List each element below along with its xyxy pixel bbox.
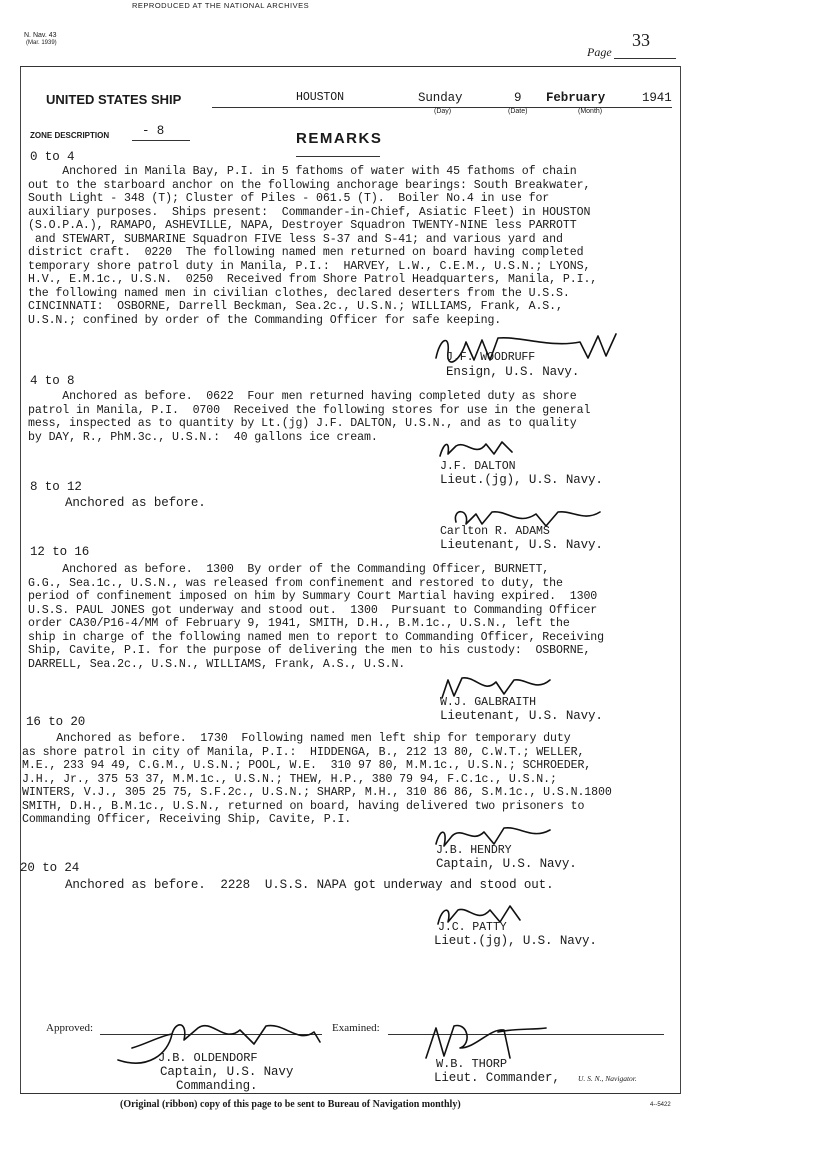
entry-line: H.V., E.M.1c., U.S.N. 0250 Received from Shore Patrol Headquarters, Manila, P.I., bbox=[28, 273, 598, 286]
year: 1941 bbox=[642, 91, 672, 105]
entry-line: U.S.S. PAUL JONES got underway and stood out. 1300 Pursuant to Commanding Officer bbox=[28, 603, 598, 617]
signature-dalton bbox=[436, 436, 526, 462]
entry-line: WINTERS, V.J., 305 25 75, S.F.2c., U.S.N.; SHARP, M.H., 310 86 86, S.M.1c., U.S.N.1800 bbox=[22, 786, 612, 799]
approved-label: Approved: bbox=[46, 1022, 94, 1034]
submission-note: (Original (ribbon) copy of this page to be sent to Bureau of Navigation monthly) bbox=[120, 1099, 461, 1110]
watch-officer-name: J.B. HENDRY bbox=[436, 844, 512, 857]
entry-line: out to the starboard anchor on the following anchorage bearings: South Breakwater, bbox=[28, 178, 591, 192]
watch-entry-text bbox=[28, 563, 604, 671]
entry-line: Anchored as before. bbox=[28, 496, 206, 510]
weekday: Sunday bbox=[418, 91, 463, 105]
watch-entry-text bbox=[28, 497, 206, 511]
examiner-role: U. S. N., Navigator. bbox=[578, 1074, 637, 1083]
entry-line: Commanding Officer, Receiving Ship, Cavite, P.I. bbox=[22, 813, 352, 826]
approver-title: Commanding. bbox=[176, 1079, 258, 1093]
watch-officer-rank: Lieutenant, U.S. Navy. bbox=[440, 538, 603, 552]
entry-line: mess, inspected as to quantity by Lt.(jg) J.F. DALTON, U.S.N., and as to quality bbox=[28, 417, 577, 430]
frame-left bbox=[20, 66, 21, 1094]
entry-line: Anchored as before. 0622 Four men returned having completed duty as shore bbox=[28, 390, 577, 403]
entry-line: ship in charge of the following named men to report to Commanding Officer, Receiving bbox=[28, 630, 605, 644]
approver-rank: Captain, U.S. Navy bbox=[160, 1065, 294, 1079]
watch-entry-text bbox=[28, 165, 597, 327]
watch-officer-rank: Ensign, U.S. Navy. bbox=[446, 365, 580, 379]
watch-officer-rank: Captain, U.S. Navy. bbox=[436, 857, 577, 871]
entry-line: J.H., Jr., 375 53 37, M.M.1c., U.S.N.; THEW, H.P., 380 79 94, F.C.1c., U.S.N.; bbox=[22, 772, 557, 786]
date: 9 bbox=[514, 91, 522, 105]
zone-underline bbox=[132, 140, 190, 141]
month-caption: (Month) bbox=[578, 108, 603, 115]
entry-line: period of confinement imposed on him by Summary Court Martial having expired. 1300 bbox=[28, 590, 598, 603]
examined-label: Examined: bbox=[332, 1022, 380, 1034]
entry-line: (S.O.P.A.), RAMAPO, ASHEVILLE, NAPA, Destroyer Squadron TWENTY-NINE less PARROTT bbox=[28, 219, 577, 232]
zone-label: ZONE DESCRIPTION bbox=[30, 131, 110, 140]
watch-officer-rank: Lieutenant, U.S. Navy. bbox=[440, 709, 603, 723]
watch-entry-text bbox=[22, 732, 612, 827]
form-number: N. Nav. 43 bbox=[24, 32, 57, 39]
watch-officer-rank: Lieut.(jg), U.S. Navy. bbox=[434, 934, 597, 948]
entry-line: Anchored as before. 1730 Following named men left ship for temporary duty bbox=[22, 732, 571, 745]
entry-line: Ship, Cavite, P.I. for the purpose of delivering the men to his custody: OSBORNE, bbox=[28, 644, 591, 657]
watch-entry-text bbox=[28, 879, 554, 893]
watch-period: 20 to 24 bbox=[20, 861, 80, 875]
ship-label: UNITED STATES SHIP bbox=[46, 92, 182, 107]
page-number: 33 bbox=[632, 30, 650, 50]
entry-line: G.G., Sea.1c., U.S.N., was released from confinement and restored to duty, the bbox=[28, 576, 563, 590]
weekday-caption: (Day) bbox=[434, 108, 452, 115]
entry-line: by DAY, R., PhM.3c., U.S.N.: 40 gallons ice cream. bbox=[28, 430, 378, 444]
entry-line: DARRELL, Sea.2c., U.S.N., WILLIAMS, Frank, A.S., U.S.N. bbox=[28, 657, 406, 671]
frame-top bbox=[20, 66, 680, 67]
entry-line: Anchored in Manila Bay, P.I. in 5 fathoms of water with 45 fathoms of chain bbox=[28, 165, 577, 178]
frame-right bbox=[680, 66, 681, 1094]
entry-line: as shore patrol in city of Manila, P.I.: HIDDENGA, B., 212 13 80, C.W.T.; WELLER, bbox=[22, 745, 585, 759]
entry-line: Anchored as before. 1300 By order of the Commanding Officer, BURNETT, bbox=[28, 563, 550, 576]
entry-line: SMITH, D.H., B.M.1c., U.S.N., returned on board, having delivered two prisoners to bbox=[22, 799, 585, 813]
entry-line: M.E., 233 94 49, C.G.M., U.S.N.; POOL, W.E. 310 97 80, M.M.1c., U.S.N.; SCHROEDER, bbox=[22, 759, 592, 772]
entry-line: U.S.N.; confined by order of the Commanding Officer for safe keeping. bbox=[28, 313, 502, 327]
page-number-underline bbox=[614, 58, 676, 59]
watch-period: 4 to 8 bbox=[30, 374, 75, 388]
entry-line: order CA30/P16-4/MM of February 9, 1941, SMITH, D.H., B.M.1c., U.S.N., left the bbox=[28, 617, 570, 630]
entry-line: South Light - 348 (T); Cluster of Piles - 061.5 (T). Boiler No.4 in use for bbox=[28, 192, 550, 205]
entry-line: the following named men in civilian clothes, declared deserters from the U.S.S. bbox=[28, 286, 570, 300]
watch-period: 8 to 12 bbox=[30, 480, 82, 494]
watch-officer-name: W.J. GALBRAITH bbox=[440, 696, 537, 709]
watch-officer-name: J.F. WOODRUFF bbox=[446, 351, 536, 364]
print-code: 4--5422 bbox=[650, 1102, 671, 1108]
watch-period: 12 to 16 bbox=[30, 545, 90, 559]
watch-officer-name: J.F. DALTON bbox=[440, 460, 516, 473]
remarks-underline bbox=[296, 156, 380, 157]
date-caption: (Date) bbox=[508, 108, 528, 115]
examiner-rank: Lieut. Commander, bbox=[434, 1071, 560, 1085]
watch-period: 0 to 4 bbox=[30, 150, 75, 164]
entry-line: Anchored as before. 2228 U.S.S. NAPA got underway and stood out. bbox=[28, 878, 554, 892]
entry-line: temporary shore patrol duty in Manila, P.I.: HARVEY, L.W., C.E.M., U.S.N.; LYONS, bbox=[28, 259, 591, 273]
entry-line: and STEWART, SUBMARINE Squadron FIVE less S-37 and S-41; and various yard and bbox=[28, 232, 563, 246]
watch-officer-name: Carlton R. ADAMS bbox=[440, 525, 550, 538]
ship-name: HOUSTON bbox=[296, 91, 345, 104]
watch-period: 16 to 20 bbox=[26, 715, 86, 729]
form-date: (Mar. 1939) bbox=[26, 40, 57, 46]
examiner-name: W.B. THORP bbox=[436, 1057, 508, 1071]
month: February bbox=[546, 91, 606, 105]
remarks-heading: REMARKS bbox=[296, 130, 383, 147]
approver-name: J.B. OLDENDORF bbox=[158, 1051, 258, 1065]
page-label: Page bbox=[587, 45, 612, 59]
frame-bottom bbox=[20, 1093, 680, 1094]
watch-officer-rank: Lieut.(jg), U.S. Navy. bbox=[440, 473, 603, 487]
zone-value: - 8 bbox=[142, 124, 165, 138]
watch-officer-name: J.C. PATTY bbox=[438, 921, 507, 934]
entry-line: district craft. 0220 The following named men returned on board having completed bbox=[28, 246, 584, 259]
entry-line: auxiliary purposes. Ships present: Commander-in-Chief, Asiatic Fleet) in HOUSTON bbox=[28, 205, 591, 219]
entry-line: CINCINNATI: OSBORNE, Darrell Beckman, Sea.2c., U.S.N.; WILLIAMS, Frank, A.S., bbox=[28, 300, 563, 313]
archive-stamp: REPRODUCED AT THE NATIONAL ARCHIVES bbox=[132, 1, 310, 10]
entry-line: patrol in Manila, P.I. 0700 Received the following stores for use in the general bbox=[28, 403, 591, 417]
